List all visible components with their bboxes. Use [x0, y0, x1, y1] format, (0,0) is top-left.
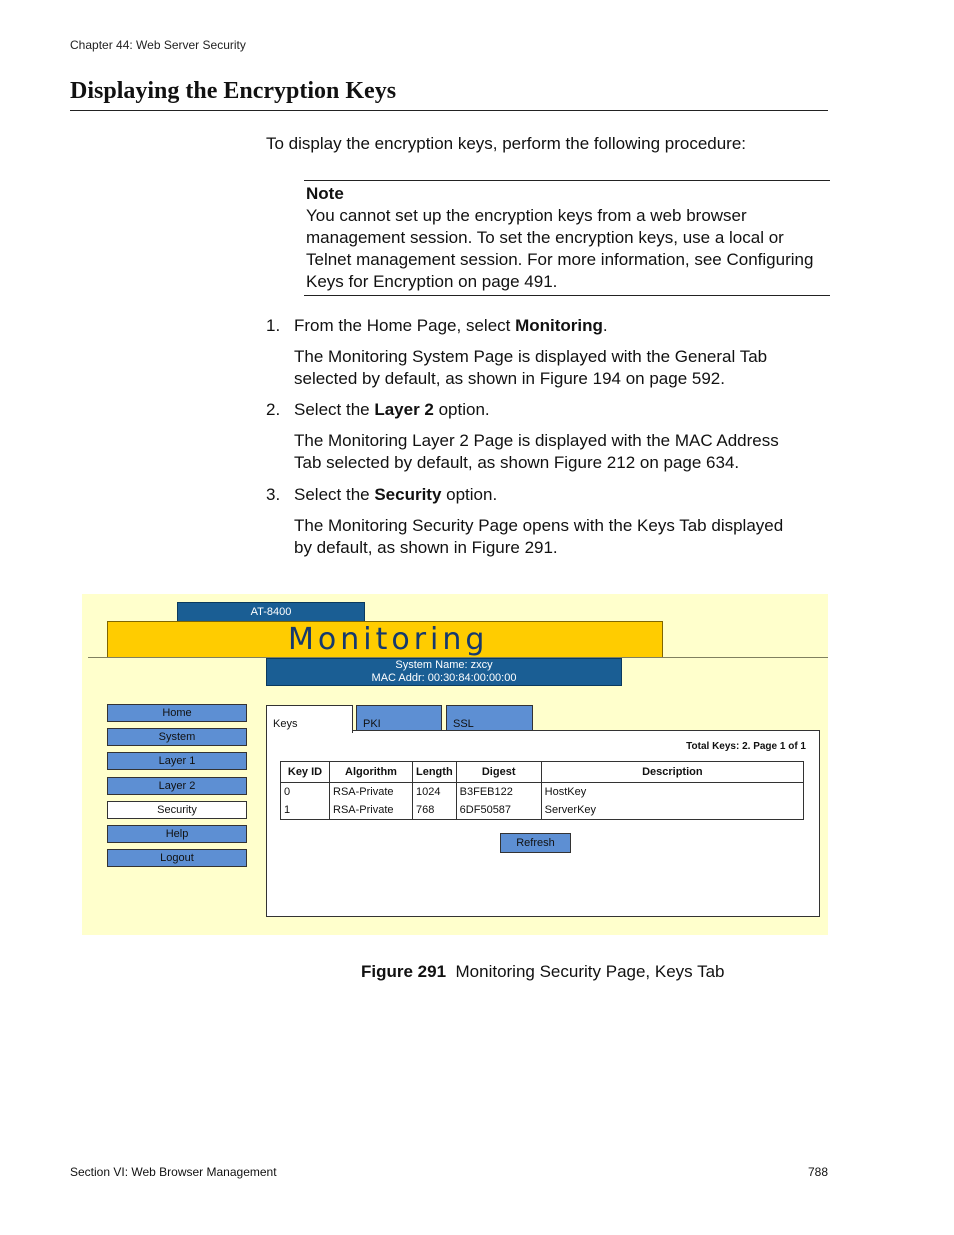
- table-row: [281, 783, 804, 802]
- nav-security-button[interactable]: Security: [107, 801, 247, 819]
- step-instruction: Select the Layer 2 option.: [294, 400, 490, 419]
- figure-caption: [361, 961, 725, 983]
- tab-ssl[interactable]: SSL: [446, 705, 533, 731]
- refresh-button[interactable]: Refresh: [500, 833, 571, 853]
- column-header: Digest: [456, 762, 541, 783]
- step-detail: The Monitoring System Page is displayed with the General Tab selected by default, as shown in Figure 194 on page 592.: [294, 347, 768, 388]
- total-keys: Total Keys: 2. Page 1 of 1: [686, 741, 806, 752]
- step-number: 2.: [266, 400, 281, 419]
- page-title: Displaying the Encryption Keys: [70, 78, 397, 104]
- step-detail: The Monitoring Security Page opens with the Keys Tab displayed by default, as shown in Figure 291.: [294, 516, 784, 557]
- step-detail: The Monitoring Layer 2 Page is displayed with the MAC Address Tab selected by default, as shown Figure 212 on page 634.: [294, 431, 779, 472]
- nav-home-button[interactable]: Home: [107, 704, 247, 722]
- table-cell: B3FEB122: [456, 783, 541, 802]
- column-header: Length: [413, 762, 457, 783]
- title-divider: [70, 110, 828, 111]
- nav-system-button[interactable]: System: [107, 728, 247, 746]
- column-header: Key ID: [281, 762, 330, 783]
- mac-address: MAC Addr: 00:30:84:00:00:00: [371, 672, 517, 684]
- note-label: Note: [306, 184, 344, 203]
- table-header-row: [281, 762, 804, 783]
- step-number: 1.: [266, 316, 281, 335]
- step-number: 3.: [266, 485, 281, 504]
- system-info-box: [266, 658, 622, 686]
- keys-panel: [266, 730, 820, 917]
- nav-logout-button[interactable]: Logout: [107, 849, 247, 867]
- caption-label: Figure 291: [361, 962, 447, 981]
- table-cell: 0: [281, 783, 330, 802]
- chapter-header: Chapter 44: Web Server Security: [70, 38, 246, 52]
- nav-layer2-button[interactable]: Layer 2: [107, 777, 247, 795]
- system-name: System Name: zxcy: [395, 659, 493, 671]
- column-header: Description: [541, 762, 803, 783]
- note-box: [304, 180, 830, 296]
- table-cell: ServerKey: [541, 801, 803, 820]
- table-cell: 1: [281, 801, 330, 820]
- table-cell: HostKey: [541, 783, 803, 802]
- caption-text: Monitoring Security Page, Keys Tab: [455, 962, 725, 981]
- nav-layer1-button[interactable]: Layer 1: [107, 752, 247, 770]
- table-cell: 1024: [413, 783, 457, 802]
- table-cell: RSA-Private: [330, 801, 413, 820]
- page-number: 788: [808, 1165, 829, 1179]
- tab-keys[interactable]: Keys: [266, 705, 353, 733]
- column-header: Algorithm: [330, 762, 413, 783]
- step-instruction: Select the Security option.: [294, 485, 498, 504]
- tab-pki[interactable]: PKI: [356, 705, 442, 731]
- table-cell: 768: [413, 801, 457, 820]
- banner-title: Monitoring: [288, 622, 489, 657]
- monitoring-screenshot: [82, 594, 828, 935]
- nav-help-button[interactable]: Help: [107, 825, 247, 843]
- monitoring-banner: [107, 621, 663, 658]
- step-instruction: From the Home Page, select Monitoring.: [294, 316, 608, 335]
- table-cell: RSA-Private: [330, 783, 413, 802]
- note-text: You cannot set up the encryption keys from a web browser management session. To set the encryption keys, use a local or Telnet management session. For more information, see Configuring Keys for Encryption on page 491.: [306, 206, 814, 291]
- table-cell: 6DF50587: [456, 801, 541, 820]
- intro-paragraph: To display the encryption keys, perform the following procedure:: [266, 134, 747, 153]
- keys-table: [280, 761, 804, 820]
- footer-section: Section VI: Web Browser Management: [70, 1165, 277, 1179]
- table-row: [281, 801, 804, 820]
- device-tab: AT-8400: [177, 602, 365, 623]
